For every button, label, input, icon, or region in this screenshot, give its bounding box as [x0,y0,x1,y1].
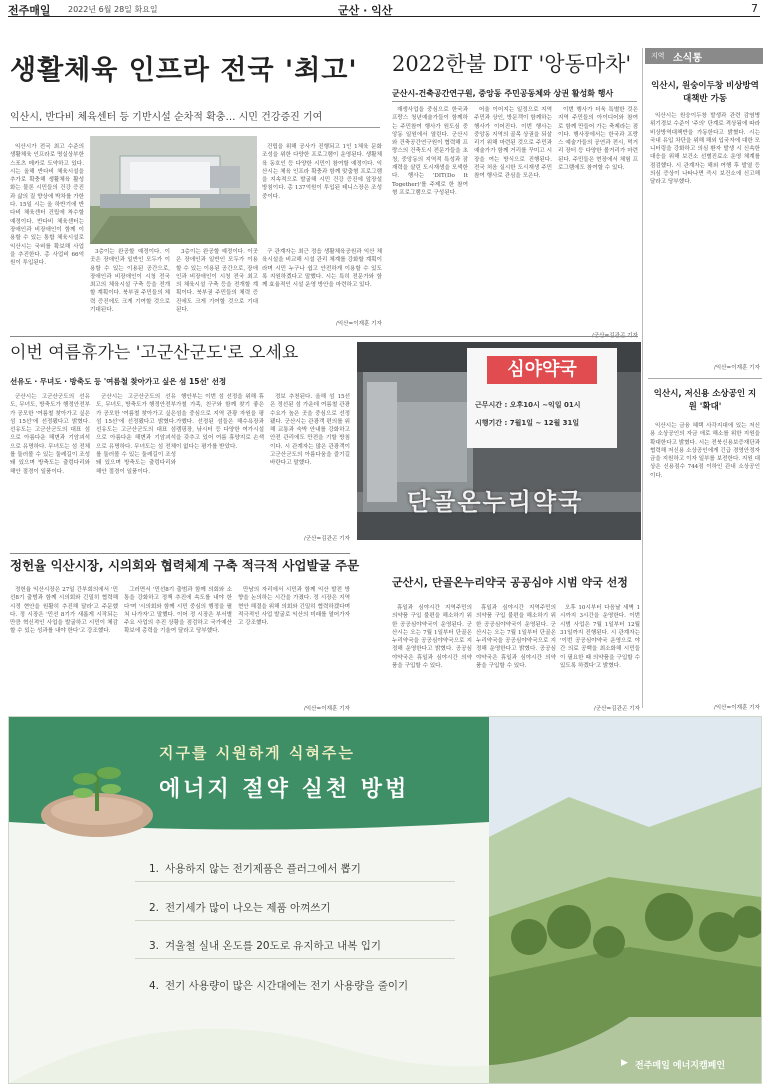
article-2-subheadline: 군산시-건축공간연구원, 중앙동 주민공동체와 상권 활성화 행사 [392,89,614,98]
divider [392,101,637,102]
sidebar-news-2-title: 익산시, 저신용 소상공인 지원 '확대' [653,389,757,412]
article-2-column-2: 어울 이어지는 일정으로 지역 주민과 상인, 방문객이 함께하는 행사가 이어진다. 이번 행사는 중앙동 지역의 골목 상권을 되살리기 위해 마련된 것으로 주민과 예술가가 함께 거리를 꾸미고 시장을 여는 방식으로 진행된다. 전국 처음 실시한 도시재생 주민 참여 행사로 관심을 모은다. [474,107,552,180]
ad-title-line-1: 지구를 시원하게 식혀주는 [159,744,355,762]
divider [10,336,638,337]
article-3-headline: 이번 여름휴가는 '고군산군도'로 오세요 [10,343,299,363]
article-3-column-3: 정보 추천된다. 올해 섬 15선은 정선된 섬 가운데 여름철 관광 수요가 높은 곳을 중심으로 선정됐다. 군산시는 관광객 편의를 위해 교통과 숙박 안내를 강화하고 안전 관리에도 만전을 기할 방침이다. 시 관계자는 많은 관광객이 고군산군도의 아름다움을 즐기길 바란다고 말했다. [270,394,350,467]
sidebar-news-1-body: 익산시는 원숭이두창 발생과 관련 감염병 위기경보 수준이 '주의' 단계로 격상됨에 따라 비상방역대책반을 가동한다고 밝혔다. 시는 국내 유입 차단을 위해 해외 입국자에 대한 모니터링을 강화하고 의심 환자 발생 시 신속한 대응을 위해 보건소 선별진료소 운영 체계를 점검했다. 시 관계자는 해외 여행 후 발열 등 의심 증상이 나타나면 즉시 보건소에 신고해 달라고 당부했다. [650,113,760,186]
article-3-column-1b: 군산시는 고군산군도의 선유도, 무녀도, 방축도가 행정안전부가 공모한 '여름철 찾아가고 싶은 섬 15선'에 선정됐다고 밝혔다. 선유도는 고군산군도의 대표 섬으로 아름다운 해변과 기암괴석으로 유명하다. 무녀도는 섬 전체를 둘러볼 수 있는 둘레길이 조성돼 있으며 방축도는 출렁다리와 해안 절경이 일품이다. [96,394,176,475]
article-5-column-1: 휴일과 심야시간 지역주민의 의약품 구입 불편을 해소하기 위한 공공심야약국이 운영된다. 군산시는 오는 7월 1일부터 단골온누리약국을 공공심야약국으로 지정해 운영한다고 밝혔다. 공공심야약국은 휴일과 심야시간 의약품을 구입할 수 있다. [392,605,472,670]
ad-item-4: 4. 전기 사용량이 많은 시간대에는 전기 사용량을 줄이기 [149,980,409,992]
article-1-byline: /익산=이재훈 기자 [335,321,382,327]
pharmacy-notice-board [467,348,617,448]
divider [135,920,455,921]
sidebar-news-1-byline: /익산=이재훈 기자 [713,365,760,371]
operation-period-text: 시행기간 : 7월1일 ~ 12월 31일 [475,419,580,427]
article-1-photo-sports-center [90,136,257,244]
sidebar-news-1-title: 익산시, 원숭이두창 비상방역대책반 가동 [651,81,759,104]
sidebar-divider [642,48,643,708]
article-2-column-1: 재생사업을 중심으로 한국과 프랑스 청년예술가들이 함께하는 주민참여 행사가 원도심 중앙동 일원에서 열린다. 군산시와 건축공간연구원이 협력해 프랑스의 건축도시 전문가들을 초청, 중앙동의 지역적 특성과 잠재력을 살린 도시재생을 모색한다. 행사는 'DIT(Do It Together)'를 주제로 한 참여형 프로그램으로 구성된다. [392,107,468,196]
newspaper-logo: 전주매일 [8,4,51,17]
article-3-column-2: 행안부는 이번 섬 선정을 위해 휴가철 가족, 친구와 함께 찾기 좋은 섬을 중심으로 지역 관광 자원을 평가했다. 선정된 섬들은 해수욕장과 캠핑장, 낚시터 등 다양한 여가시설을 갖추고 있어 여름 휴양지로 손색이 없다는 평가를 받았다. [176,394,264,450]
late-night-pharmacy-sign: 심야약국 [487,356,597,384]
article-5-headline: 군산시, 단골온누리약국 공공심야 시범 약국 선정 [392,576,628,589]
campaign-name: 전주매일 에너지캠페인 [635,1061,726,1071]
ad-footer [621,1054,757,1074]
sidebar-header [645,48,763,64]
divider [648,378,762,379]
article-2-headline: 2022한불 DIT '앙동마차' [392,52,632,76]
energy-campaign-ad [8,716,762,1084]
article-3-subheadline: 선유도 · 무녀도 · 방축도 등 '여름철 찾아가고 싶은 섬 15선' 선정 [10,377,227,386]
article-3-byline: /군산=김관곤 기자 [303,536,350,542]
section-title: 군산 · 익산 [338,4,393,17]
article-2-column-3: 이번 행사가 더욱 특별한 것은 지역 주민들의 아이디어와 참여로 함께 만들어 가는 축제라는 점이다. 행사장에서는 한국과 프랑스 예술가들의 공연과 전시, 먹거리 장터 등 다양한 볼거리가 마련된다. 주민들은 현장에서 체험 프로그램에도 참여할 수 있다. [558,107,638,172]
article-1-column-4: 구 관계자는 최근 정읍 생활체육공원과 익산 체육시설을 비교해 시설 관리 체계를 강화할 계획이라며 시민 누구나 쉽고 안전하게 이용할 수 있도록 지원하겠다고 말했다. 시는 특히 전문가와 함께 효율적인 시설 운영 방안을 마련하고 있다. [262,248,382,318]
ad-title-line-2: 에너지 절약 실천 방법 [159,777,410,802]
pharmacy-banner: 단골온누리약국 [407,488,584,516]
article-4-column-2: 그러면서 '민선8기 출범과 함께 의회와 소통을 강화하고 정책 추진에 속도를 내야 한다'며 '시의회와 함께 시민 중심의 행정을 펼쳐 나가자'고 말했다. 이어 정 시장은 부서별 주요 사업의 추진 상황을 점검하고 국가예산 확보에 총력을 기울여 달라고 당부했다. [124,587,232,635]
article-5-byline: /군산=김관곤 기자 [593,706,640,712]
divider [135,881,455,882]
article-1-column-1: 익산시가 전국 최고 수준의 생활체육 인프라로 명실상부한 스포츠 메카로 도약하고 있다. 시는 올해 반다비 체육시설을 추가로 확충해 생활체육 활성화는 물론 시민들의 건강 증진과 삶의 질 향상에 박차를 가한다. 15일 시는 올 하반기에 반다비 체육센터 건립에 착수할 예정이다. 반다비 체육센터는 장애인과 비장애인이 함께 이용할 수 있는 통합 체육시설로 익산시는 국비를 확보해 사업을 추진한다. 총 사업비 66억원이 투입된다. [10,144,84,267]
sidebar-news-2-body: 익산시는 금융 혜택 사각지대에 있는 저신용 소상공인의 자금 애로 해소를 위한 지원을 확대한다고 밝혔다. 시는 전북신용보증재단과 협력해 저신용 소상공인에게 긴급 경영안정자금을 지원하고 이자 일부를 보전한다. 지원 대상은 신용점수 744점 이하인 관내 소상공인이다. [650,423,760,479]
ad-item-3: 3. 겨울철 실내 온도를 20도로 유지하고 내복 입기 [149,940,381,952]
article-4-column-3: 만남의 자리에서 시민과 함께 익산 발전 방향을 논의하는 시간을 가졌다. 정 시장은 지역 현안 해결을 위해 의회와 긴밀히 협력하겠다며 적극적인 사업 발굴로 익산의 미래를 열어가자고 강조했다. [238,587,350,627]
page-number: 7 [751,2,758,15]
ad-item-1: 1. 사용하지 않는 전기제품은 플러그에서 뽑기 [149,863,361,875]
sidebar-news-2-byline: /익산=이재훈 기자 [713,705,760,711]
article-1-subheadline: 익산시, 반다비 체육센터 등 기반시설 순차적 확충… 시민 건강증진 기여 [10,112,323,123]
ad-item-2: 2. 전기세가 많이 나오는 제품 아껴쓰기 [149,902,331,914]
article-4-byline: /익산=이재훈 기자 [303,706,350,712]
masthead [8,2,760,17]
sidebar-title: 소식통 [673,53,702,64]
article-1-column-2b: 3층이는 완공할 예정이다. 이곳은 장애인과 일반인 모두가 이용할 수 있는 이용된 공간으로, 장애인과 비장애인이 시청 전국 최고의 체육시설 구축 등을 전개할 계획이다. 북부권 주민들의 체력 증진에도 크게 기여할 것으로 기대된다. [176,249,258,314]
divider [10,127,380,128]
article-1-column-2: 3층이는 완공할 예정이다. 이곳은 장애인과 일반인 모두가 이용할 수 있는 이용된 공간으로, 장애인과 비장애인이 시청 전국 최고의 체육시설 구축 등을 전개할 계획이다. 북부권 주민들의 체력 증진에도 크게 기여할 것으로 기대된다. [90,249,170,314]
divider [10,553,350,554]
article-5-column-1b: 휴일과 심야시간 지역주민의 의약품 구입 불편을 해소하기 위한 공공심야약국이 운영된다. 군산시는 오는 7월 1일부터 단골온누리약국을 공공심야약국으로 지정해 운영한다고 밝혔다. 공공심야약국은 휴일과 심야시간 의약품을 구입할 수 있다. [476,605,556,670]
article-4-headline: 정헌율 익산시장, 시의회와 협력체계 구축 적극적 사업발굴 주문 [10,558,360,573]
issue-date: 2022년 6월 28일 화요일 [68,5,158,14]
article-1-headline: 생활체육 인프라 전국 '최고' [10,55,358,86]
divider [135,958,455,959]
article-5-column-2: 오후 10시부터 다음날 새벽 1시까지 3시간을 운영한다. 이번 시범 사업은 7월 1일부터 12월 31일까지 진행된다. 시 관계자는 '이번 공공심야약국 운영으로 야간 의료 공백을 최소화해 시민들이 필요한 때 의약품을 구입할 수 있도록 하겠다'고 밝혔다. [560,605,640,670]
pharmacy-photo [357,342,641,540]
business-hours-text: 근무시간 : 오후10시 ~익일 01시 [475,401,581,409]
article-4-column-1: 정헌율 익산시장은 27일 간부회의에서 '민선8기 출범과 함께 시의회와 긴밀히 협력해 시정 현안을 원활히 추진해 달라'고 주문했다. 정 시장은 '민선 8기가 새롭게 시작되는 만큼 혁신적인 사업을 발굴하고 시민이 체감할 수 있는 성과를 내야 한다'고 강조했다. [10,587,118,635]
article-1-column-3: 건립을 위해 공사가 진행되고 1인 1체육 문화 조성을 위한 다양한 프로그램이 운영된다. 생활체육 동호인 등 다양한 시민이 참여할 예정이다. 익산시는 체육 인프라 확충과 함께 맞춤형 프로그램을 지속적으로 발굴해 시민 건강 증진에 앞장설 방침이다. 총 137억원이 투입된 테니스장은 조성 중이다. [262,144,382,200]
sidebar-label: 지역 [651,52,665,60]
article-3-column-1: 군산시는 고군산군도의 선유도, 무녀도, 방축도가 행정안전부가 공모한 '여름철 찾아가고 싶은 섬 15선'에 선정됐다고 밝혔다. 선유도는 고군산군도의 대표 섬으로 아름다운 해변과 기암괴석으로 유명하다. 무녀도는 섬 전체를 둘러볼 수 있는 둘레길이 조성돼 있으며 방축도는 출렁다리와 해안 절경이 일품이다. [10,394,90,475]
article-2-byline [558,331,638,339]
play-triangle-icon: ▶ [621,1058,628,1068]
